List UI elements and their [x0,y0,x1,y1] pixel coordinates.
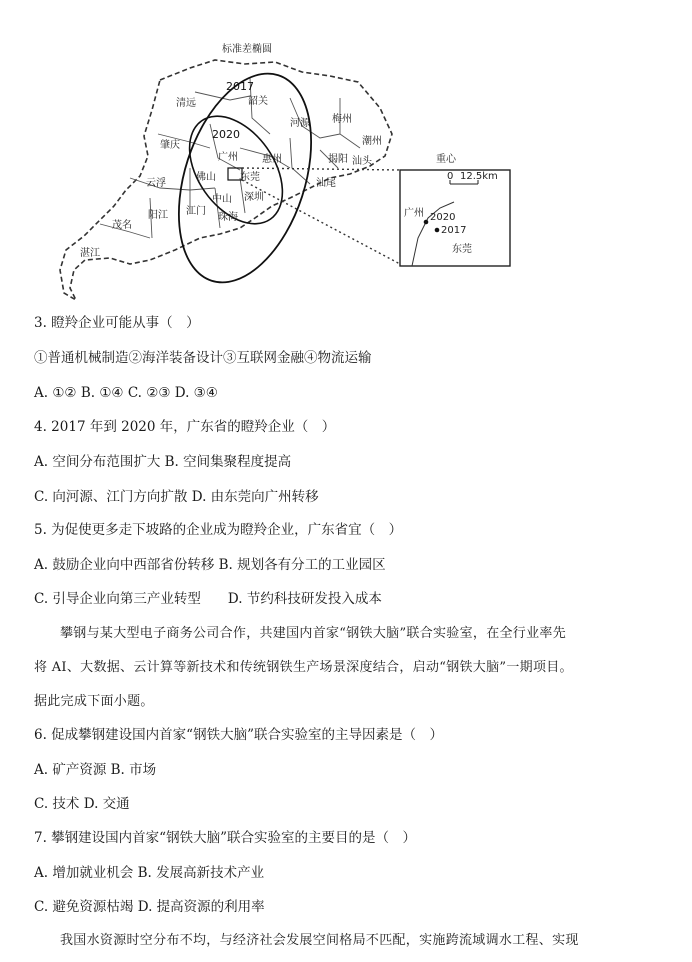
city-chaozhou: 潮州 [362,136,382,147]
city-zhongshan: 中山 [212,194,232,205]
centroid-2017-point [435,228,440,233]
city-foshan: 佛山 [196,172,216,183]
passage-1-line-3: 据此完成下面小题。 [34,694,154,709]
city-shantou: 汕头 [352,156,372,167]
city-jieyang: 揭阳 [328,154,348,165]
city-zhaoqing: 肇庆 [160,140,180,151]
scale-value: 12.5km [460,171,498,182]
city-zhuhai: 珠海 [218,212,238,223]
inset-year-2017: 2017 [441,225,467,236]
city-meizhou: 梅州 [332,114,352,125]
inset-city-dongguan: 东莞 [452,244,472,255]
inset-year-2020: 2020 [430,212,456,223]
inset-city-guangzhou: 广州 [404,208,424,219]
q4-options-2: C. 向河源、江门方向扩散 D. 由东莞向广州转移 [34,489,319,505]
ellipse-legend-label: 标准差椭圆 [222,44,272,55]
city-shanwei: 汕尾 [316,178,336,189]
q3-items: ①普通机械制造②海洋装备设计③互联网金融④物流运输 [34,350,372,366]
city-shenzhen: 深圳 [244,192,264,203]
q7-options-2: C. 避免资源枯竭 D. 提高资源的利用率 [34,899,265,915]
city-shaoguan: 韶关 [248,96,268,107]
connector-top [242,168,400,170]
q3-stem: 3. 瞪羚企业可能从事（ ） [34,315,200,331]
q6-options-2: C. 技术 D. 交通 [34,796,130,812]
label-2020: 2020 [212,128,240,141]
city-heyuan: 河源 [290,118,310,129]
map-svg [40,38,520,308]
q7-options-1: A. 增加就业机会 B. 发展高新技术产业 [34,865,265,881]
city-qingyuan: 清远 [176,98,196,109]
city-yunfu: 云浮 [146,178,166,189]
passage-2-line-1: 我国水资源时空分布不均，与经济社会发展空间格局不匹配，实施跨流域调水工程、实现 [60,933,579,948]
city-zhanjiang: 湛江 [80,248,100,259]
city-dongguan: 东莞 [240,172,260,183]
city-maoming: 茂名 [112,220,132,231]
city-yangjiang: 阳江 [148,210,168,221]
scale-zero: 0 [447,171,454,182]
passage-1-line-1: 攀钢与某大型电子商务公司合作，共建国内首家“钢铁大脑”联合实验室，在全行业率先 [60,626,566,641]
inset-title: 重心 [436,154,456,165]
city-huizhou: 惠州 [262,154,282,165]
q4-stem: 4. 2017 年到 2020 年，广东省的瞪羚企业（ ） [34,419,336,435]
passage-1-line-2: 将 AI、大数据、云计算等新技术和传统钢铁生产场景深度结合，启动“钢铁大脑”一期项目。 [34,660,573,675]
label-2017: 2017 [226,80,254,93]
q7-stem: 7. 攀钢建设国内首家“钢铁大脑”联合实验室的主要目的是（ ） [34,830,416,846]
q6-stem: 6. 促成攀钢建设国内首家“钢铁大脑”联合实验室的主导因素是（ ） [34,727,443,743]
q5-stem: 5. 为促使更多走下坡路的企业成为瞪羚企业，广东省宜（ ） [34,522,403,538]
q6-options-1: A. 矿产资源 B. 市场 [34,762,157,778]
city-jiangmen: 江门 [186,206,206,217]
province-outline [60,60,392,300]
q4-options-1: A. 空间分布范围扩大 B. 空间集聚程度提高 [34,454,292,470]
city-guangzhou: 广州 [218,152,238,163]
guangdong-map-figure [40,38,520,308]
centroid-2020-point [424,220,429,225]
q5-options-1: A. 鼓励企业向中西部省份转移 B. 规划各有分工的工业园区 [34,557,386,573]
q5-options-2: C. 引导企业向第三产业转型 D. 节约科技研发投入成本 [34,591,382,607]
q3-options: A. ①② B. ①④ C. ②③ D. ③④ [34,385,218,401]
